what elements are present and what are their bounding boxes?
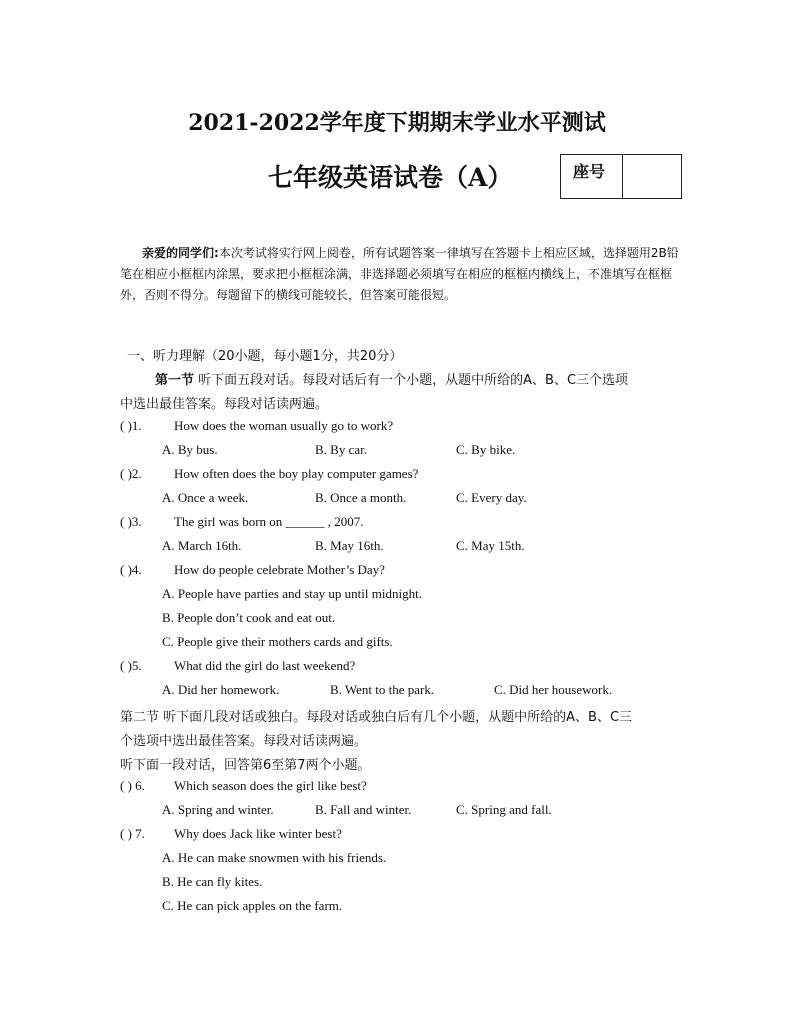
part1-instruction-text: 听下面五段对话。每段对话后有一个小题，从题中所给的A、B、C三个选项 <box>194 373 629 388</box>
exam-notice <box>120 243 680 306</box>
question-2-text: How often does the boy play computer games? <box>174 466 419 481</box>
question-5-number: ( )5. <box>120 658 142 673</box>
part2-sub-instruction: 听下面一段对话，回答第6至第7两个小题。 <box>120 758 371 773</box>
question-7-option-c: C. He can pick apples on the farm. <box>162 898 343 913</box>
question-1-option-c: C. By bike. <box>456 442 516 457</box>
question-1-option-b: B. By car. <box>315 442 367 457</box>
part1-instruction <box>155 369 628 388</box>
question-3-number: ( )3. <box>120 514 142 529</box>
question-4-option-b: B. People don’t cook and eat out. <box>162 610 336 625</box>
question-6-option-b: B. Fall and winter. <box>315 802 412 817</box>
paper-title: 七年级英语试卷（A） <box>268 163 513 192</box>
question-1-text: How does the woman usually go to work? <box>174 418 394 433</box>
part1-instruction-line2: 中选出最佳答案。每段对话读两遍。 <box>120 397 329 412</box>
question-7-option-a: A. He can make snowmen with his friends. <box>162 850 387 865</box>
seat-number-box <box>560 154 682 199</box>
question-4-text: How do people celebrate Mother’s Day? <box>174 562 385 577</box>
question-5-text: What did the girl do last weekend? <box>174 658 356 673</box>
question-6-text: Which season does the girl like best? <box>174 778 367 793</box>
seat-box-divider <box>622 155 623 198</box>
exam-title: 2021-2022学年度下期期末学业水平测试 <box>188 110 606 136</box>
part2-instruction: 第二节 听下面几段对话或独白。每段对话或独白后有几个小题，从题中所给的A、B、C三 <box>120 710 633 725</box>
question-4-number: ( )4. <box>120 562 142 577</box>
part1-label: 第一节 <box>155 373 195 388</box>
question-5-option-c: C. Did her housework. <box>494 682 613 697</box>
question-6-number: ( ) 6. <box>120 778 145 793</box>
part2-instruction-line2: 个选项中选出最佳答案。每段对话读两遍。 <box>120 734 368 749</box>
notice-lead: 亲爱的同学们: <box>142 246 219 260</box>
question-3-option-c: C. May 15th. <box>456 538 525 553</box>
question-7-text: Why does Jack like winter best? <box>174 826 342 841</box>
question-2-option-c: C. Every day. <box>456 490 527 505</box>
question-1-option-a: A. By bus. <box>162 442 218 457</box>
notice-text: 本次考试将实行网上阅卷，所有试题答案一律填写在答题卡上相应区域，选择题用2B铅笔在相应小框框内涂黑，要求把小框框涂满，非选择题必须填写在相应的框框内横线上，不准填写在框框外，否则不得分。每题留下的横线可能较长，但答案可能很短。 <box>120 246 679 302</box>
question-2-option-a: A. Once a week. <box>162 490 249 505</box>
question-6-option-a: A. Spring and winter. <box>162 802 274 817</box>
question-5-option-a: A. Did her homework. <box>162 682 280 697</box>
question-3-option-a: A. March 16th. <box>162 538 242 553</box>
question-1-number: ( )1. <box>120 418 142 433</box>
question-3-text: The girl was born on ______ , 2007. <box>174 514 364 529</box>
question-7-number: ( ) 7. <box>120 826 145 841</box>
seat-number-label: 座号 <box>573 162 606 181</box>
question-5-option-b: B. Went to the park. <box>330 682 435 697</box>
question-3-option-b: B. May 16th. <box>315 538 384 553</box>
question-6-option-c: C. Spring and fall. <box>456 802 552 817</box>
question-2-option-b: B. Once a month. <box>315 490 407 505</box>
question-7-option-b: B. He can fly kites. <box>162 874 263 889</box>
question-4-option-c: C. People give their mothers cards and gifts. <box>162 634 393 649</box>
question-2-number: ( )2. <box>120 466 142 481</box>
section-heading: 一、听力理解（20小题，每小题1分，共20分） <box>127 349 403 364</box>
question-4-option-a: A. People have parties and stay up until midnight. <box>162 586 422 601</box>
